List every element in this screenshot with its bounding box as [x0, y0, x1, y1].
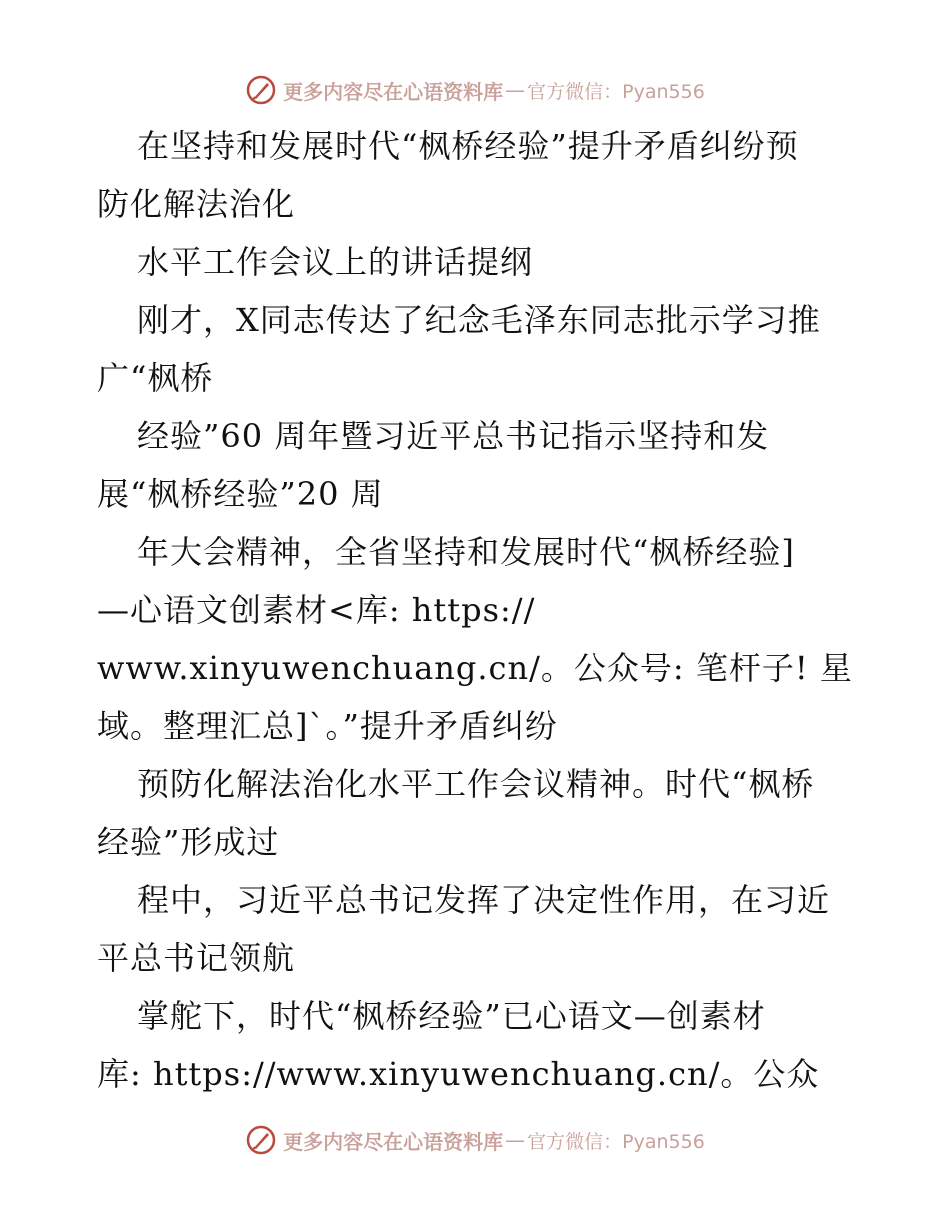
footer-banner [0, 1120, 950, 1160]
text-line: 平总书记领航 [97, 939, 296, 977]
banner-brand-text: 更多内容尽在心语资料库 [283, 79, 504, 104]
text-line: 掌舵下，时代“枫桥经验”已心语文—创素材 [137, 997, 766, 1035]
text-line: 程中，习近平总书记发挥了决定性作用，在习近 [137, 881, 831, 919]
banner-wechat-text: 官方微信：Pyan556 [527, 1130, 705, 1153]
text-line: www.xinyuwenchuang.cn/。公众号: 笔杆子! 星 [97, 649, 853, 687]
text-line: 防化解法治化 [97, 185, 296, 223]
text-line: —心语文创素材<库: https:// [97, 591, 536, 629]
feather-pen-logo-icon [245, 1124, 277, 1156]
text-line: 在坚持和发展时代“枫桥经验”提升矛盾纠纷预 [137, 127, 799, 165]
banner-separator: — [505, 1128, 526, 1152]
text-line: 库: https://www.xinyuwenchuang.cn/。公众 [97, 1055, 820, 1093]
banner-brand-text: 更多内容尽在心语资料库 [283, 1129, 504, 1154]
text-line: 经验”形成过 [97, 823, 280, 861]
text-line: 年大会精神，全省坚持和发展时代“枫桥经验] [137, 533, 795, 571]
banner-separator: — [505, 78, 526, 102]
text-line: 刚才，X同志传达了纪念毛泽东同志批示学习推 [137, 301, 821, 339]
banner-wechat-text: 官方微信：Pyan556 [527, 80, 705, 103]
text-line: 经验”60 周年暨习近平总书记指示坚持和发 [137, 417, 770, 455]
text-line: 展“枫桥经验”20 周 [97, 475, 384, 513]
feather-pen-logo-icon [245, 74, 277, 106]
header-banner [0, 70, 950, 110]
text-line: 预防化解法治化水平工作会议精神。时代“枫桥 [137, 765, 815, 803]
text-line: 水平工作会议上的讲话提纲 [137, 243, 534, 281]
text-line: 域。整理汇总]`。”提升矛盾纠纷 [97, 707, 558, 745]
document-body [97, 117, 857, 1103]
text-line: 广“枫桥 [97, 359, 214, 397]
